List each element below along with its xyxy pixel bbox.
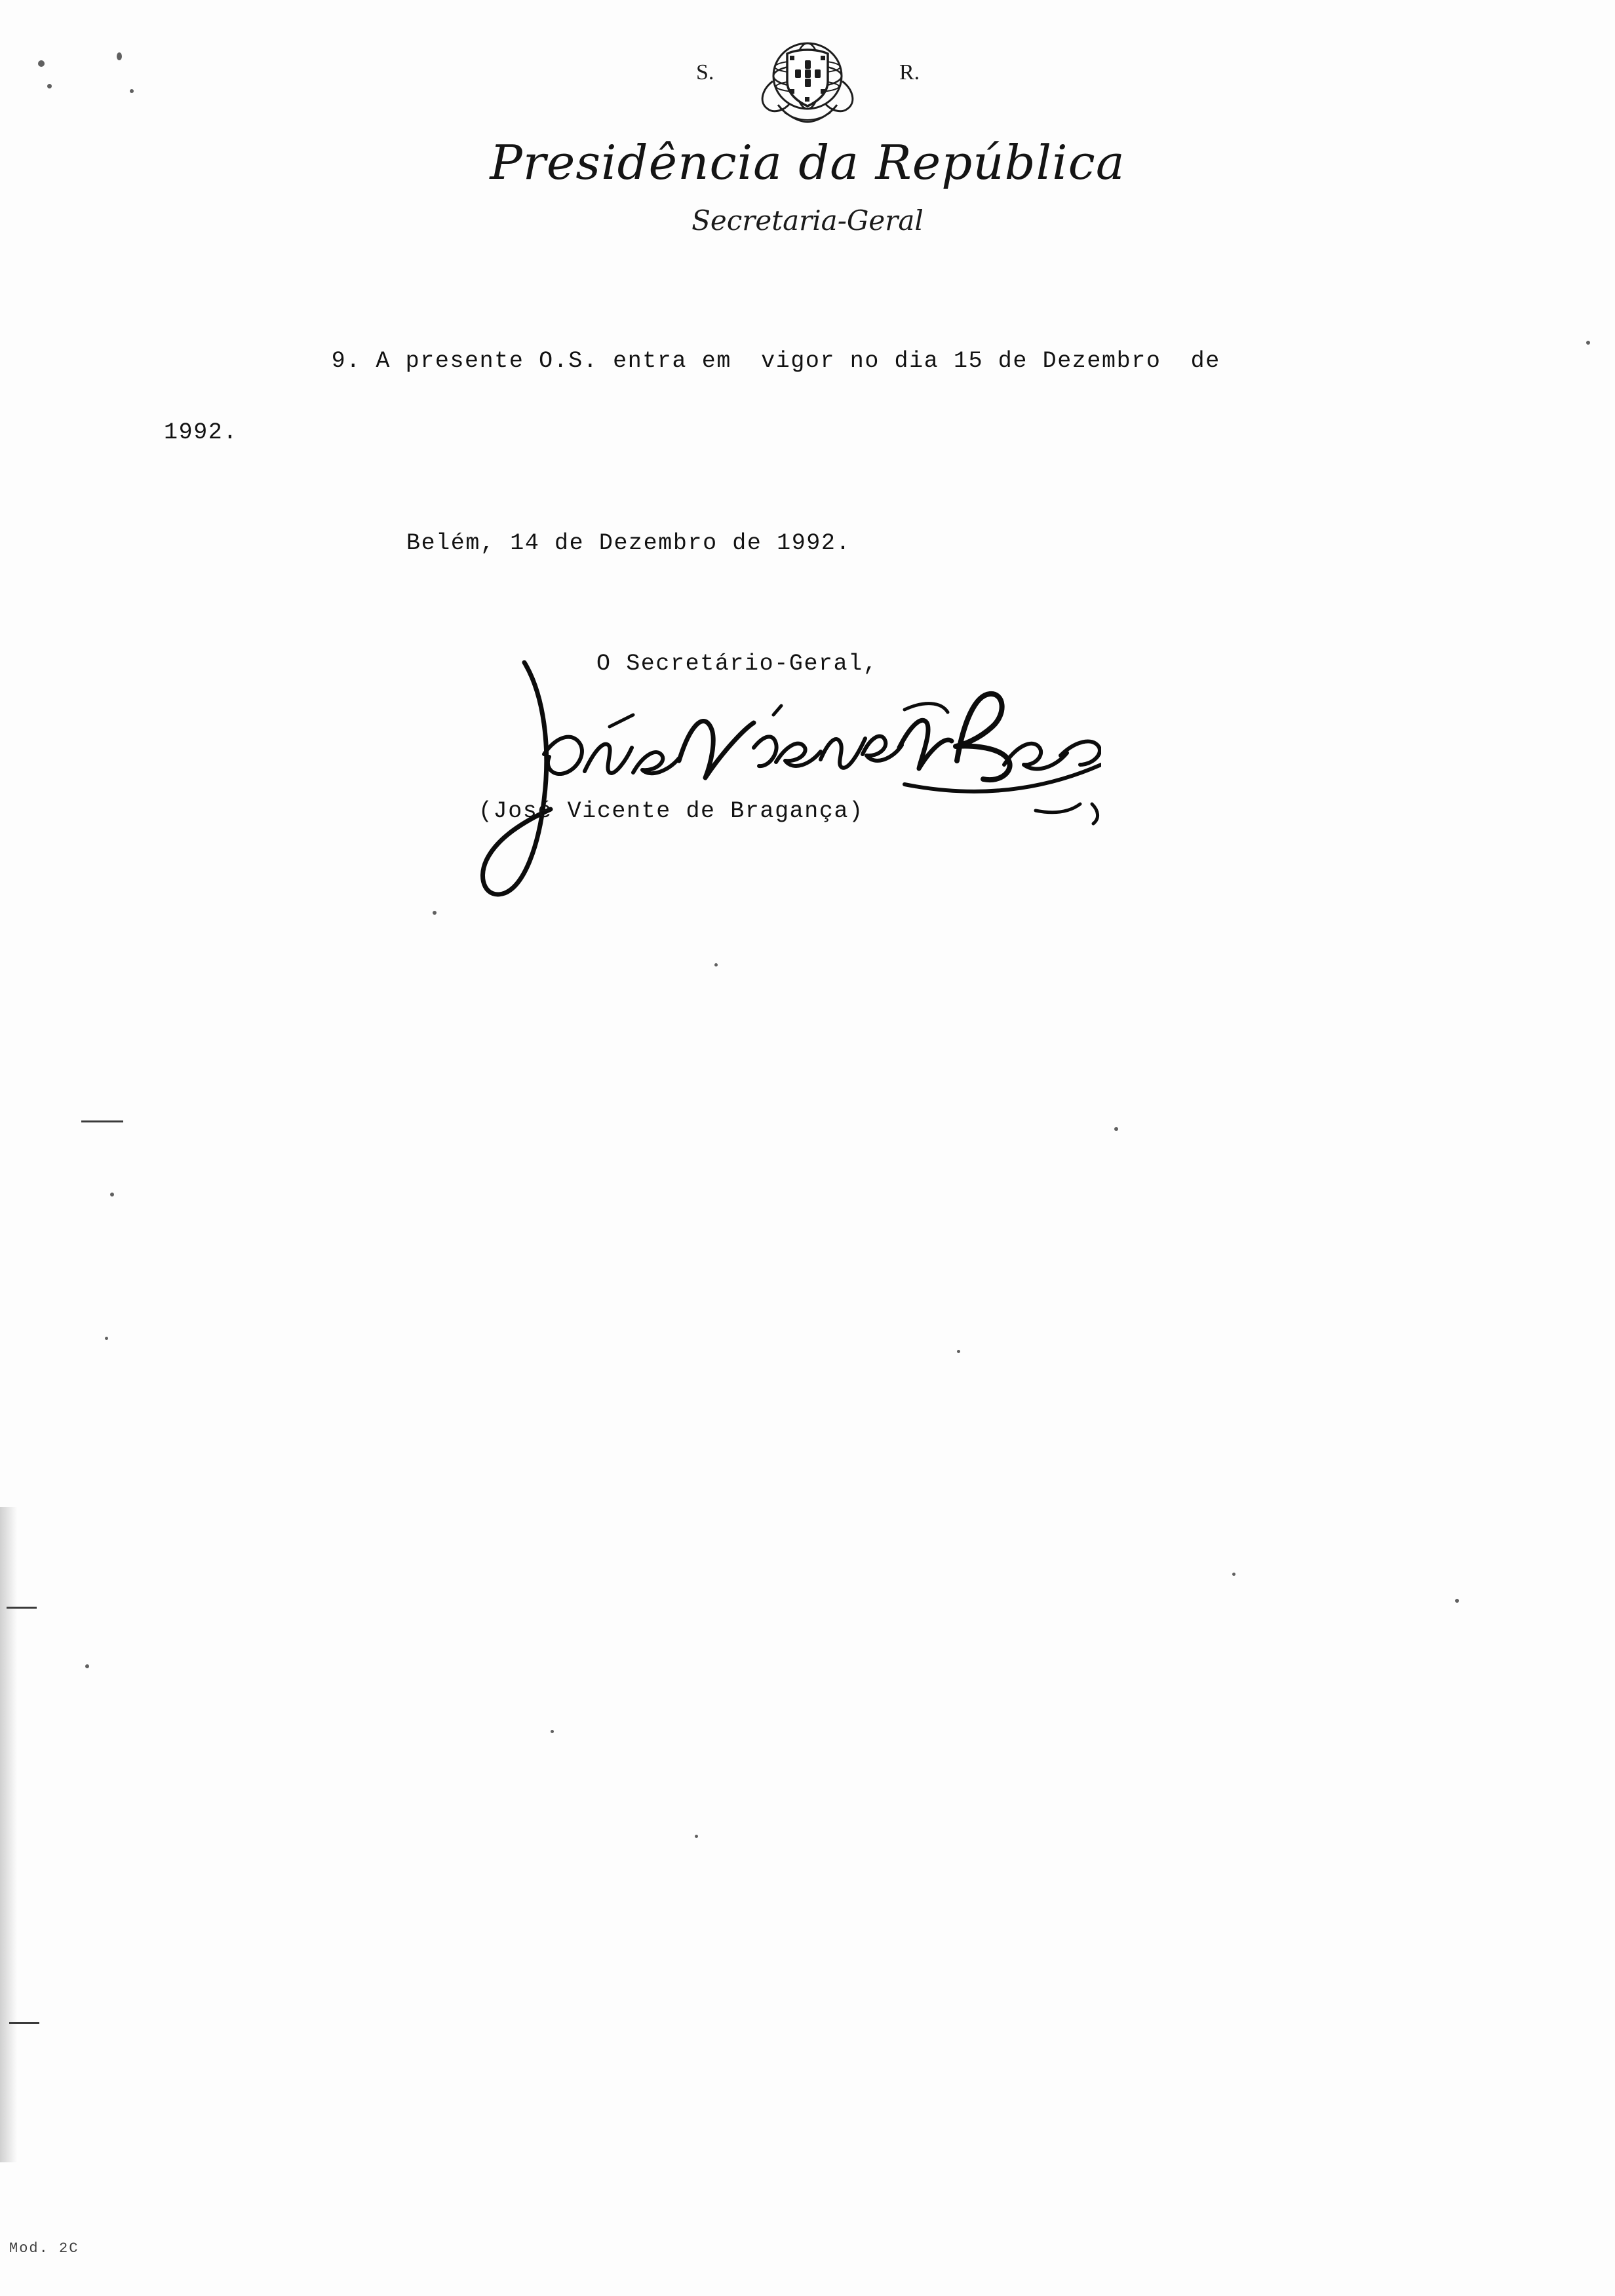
clause-text: 9. A presente O.S. entra em vigor no dia 15 de Dezembro de bbox=[331, 348, 1220, 375]
clause-paragraph bbox=[164, 308, 1510, 415]
letterhead bbox=[0, 26, 1615, 237]
scan-speck bbox=[47, 84, 52, 88]
scan-speck bbox=[130, 89, 134, 93]
portuguese-coat-of-arms-icon bbox=[739, 26, 876, 131]
scan-speck bbox=[85, 1664, 89, 1668]
scan-speck bbox=[551, 1730, 554, 1733]
crest-left-letter: S. bbox=[696, 60, 714, 85]
scan-speck bbox=[110, 1193, 114, 1196]
clause-paragraph-continuation: 1992. bbox=[164, 419, 239, 446]
scan-edge-smudge bbox=[0, 1507, 17, 2162]
scan-speck bbox=[957, 1350, 960, 1353]
signatory-title: O Secretário-Geral, bbox=[596, 651, 878, 678]
scan-tick-mark bbox=[81, 1120, 123, 1122]
signature-block bbox=[478, 646, 1510, 839]
place-and-date: Belém, 14 de Dezembro de 1992. bbox=[406, 530, 851, 556]
signatory-name: (José Vicente de Bragança) bbox=[478, 797, 864, 824]
scan-speck bbox=[1586, 341, 1590, 345]
scan-speck bbox=[38, 60, 45, 67]
scan-speck bbox=[433, 911, 437, 915]
document-body bbox=[164, 308, 1510, 839]
scan-speck bbox=[714, 963, 718, 966]
crest-right-letter: R. bbox=[899, 60, 920, 85]
scan-speck bbox=[1232, 1573, 1236, 1576]
scan-speck bbox=[695, 1835, 698, 1838]
scan-speck bbox=[105, 1337, 108, 1340]
signature-area bbox=[478, 682, 1510, 839]
scan-speck bbox=[117, 52, 122, 60]
scan-speck bbox=[1114, 1127, 1118, 1131]
handwritten-signature-icon bbox=[446, 649, 1101, 925]
form-code: Mod. 2C bbox=[9, 2240, 79, 2257]
institution-title: Presidência da República bbox=[490, 135, 1125, 190]
crest-row bbox=[0, 26, 1615, 131]
scan-speck bbox=[1455, 1599, 1459, 1603]
department-subtitle: Secretaria-Geral bbox=[691, 204, 924, 237]
